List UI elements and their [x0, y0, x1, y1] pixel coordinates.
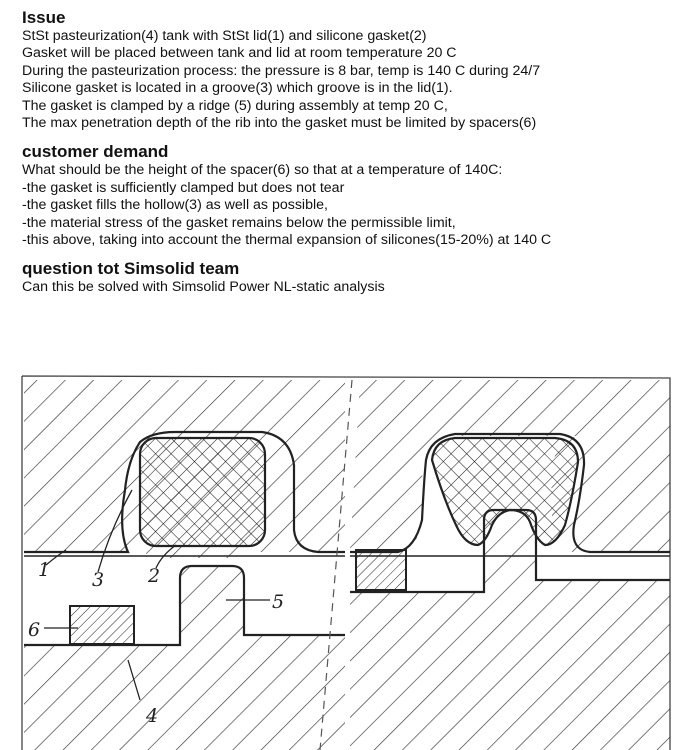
- issue-section: [22, 8, 672, 132]
- demand-line: What should be the height of the spacer(6) so that at a temperature of 140C:: [22, 162, 503, 179]
- demand-line: -the gasket fills the hollow(3) as well as possible,: [22, 197, 328, 214]
- issue-line: The gasket is clamped by a ridge (5) during assembly at temp 20 C,: [22, 97, 448, 114]
- demand-line: -the material stress of the gasket remains below the permissible limit,: [22, 214, 456, 231]
- label-groove: 3: [92, 569, 105, 591]
- issue-line: Gasket will be placed between tank and lid at room temperature 20 C: [22, 45, 457, 62]
- text-block: [22, 8, 672, 307]
- label-ridge: 5: [272, 591, 285, 613]
- demand-line: -this above, taking into account the thermal expansion of silicones(15-20%) at 140 C: [22, 232, 552, 249]
- gasket-sketch: [0, 360, 681, 750]
- issue-line: StSt pasteurization(4) tank with StSt lid(1) and silicone gasket(2): [22, 28, 427, 44]
- issue-line: Silicone gasket is located in a groove(3) which groove is in the lid(1).: [22, 80, 453, 97]
- demand-section: [22, 142, 672, 249]
- right-spacer: [356, 550, 406, 590]
- left-gasket: [140, 438, 265, 546]
- question-section: [22, 259, 672, 296]
- label-tank: 4: [146, 705, 159, 727]
- left-spacer: [70, 606, 134, 644]
- issue-heading: Issue: [22, 8, 66, 27]
- issue-line: During the pasteurization process: the pressure is 8 bar, temp is 140 C during 24/7: [22, 62, 541, 79]
- question-heading: question tot Simsolid team: [22, 259, 240, 279]
- label-lid: 1: [38, 559, 51, 581]
- issue-line: The max penetration depth of the rib into the gasket must be limited by spacers(6): [22, 115, 537, 132]
- question-line: Can this be solved with Simsolid Power NL-static analysis: [22, 279, 385, 296]
- label-spacer: 6: [28, 619, 41, 641]
- label-gasket: 2: [148, 565, 161, 587]
- demand-line: -the gasket is sufficiently clamped but does not tear: [22, 179, 345, 196]
- left-tank: [24, 566, 345, 750]
- demand-heading: customer demand: [22, 142, 169, 162]
